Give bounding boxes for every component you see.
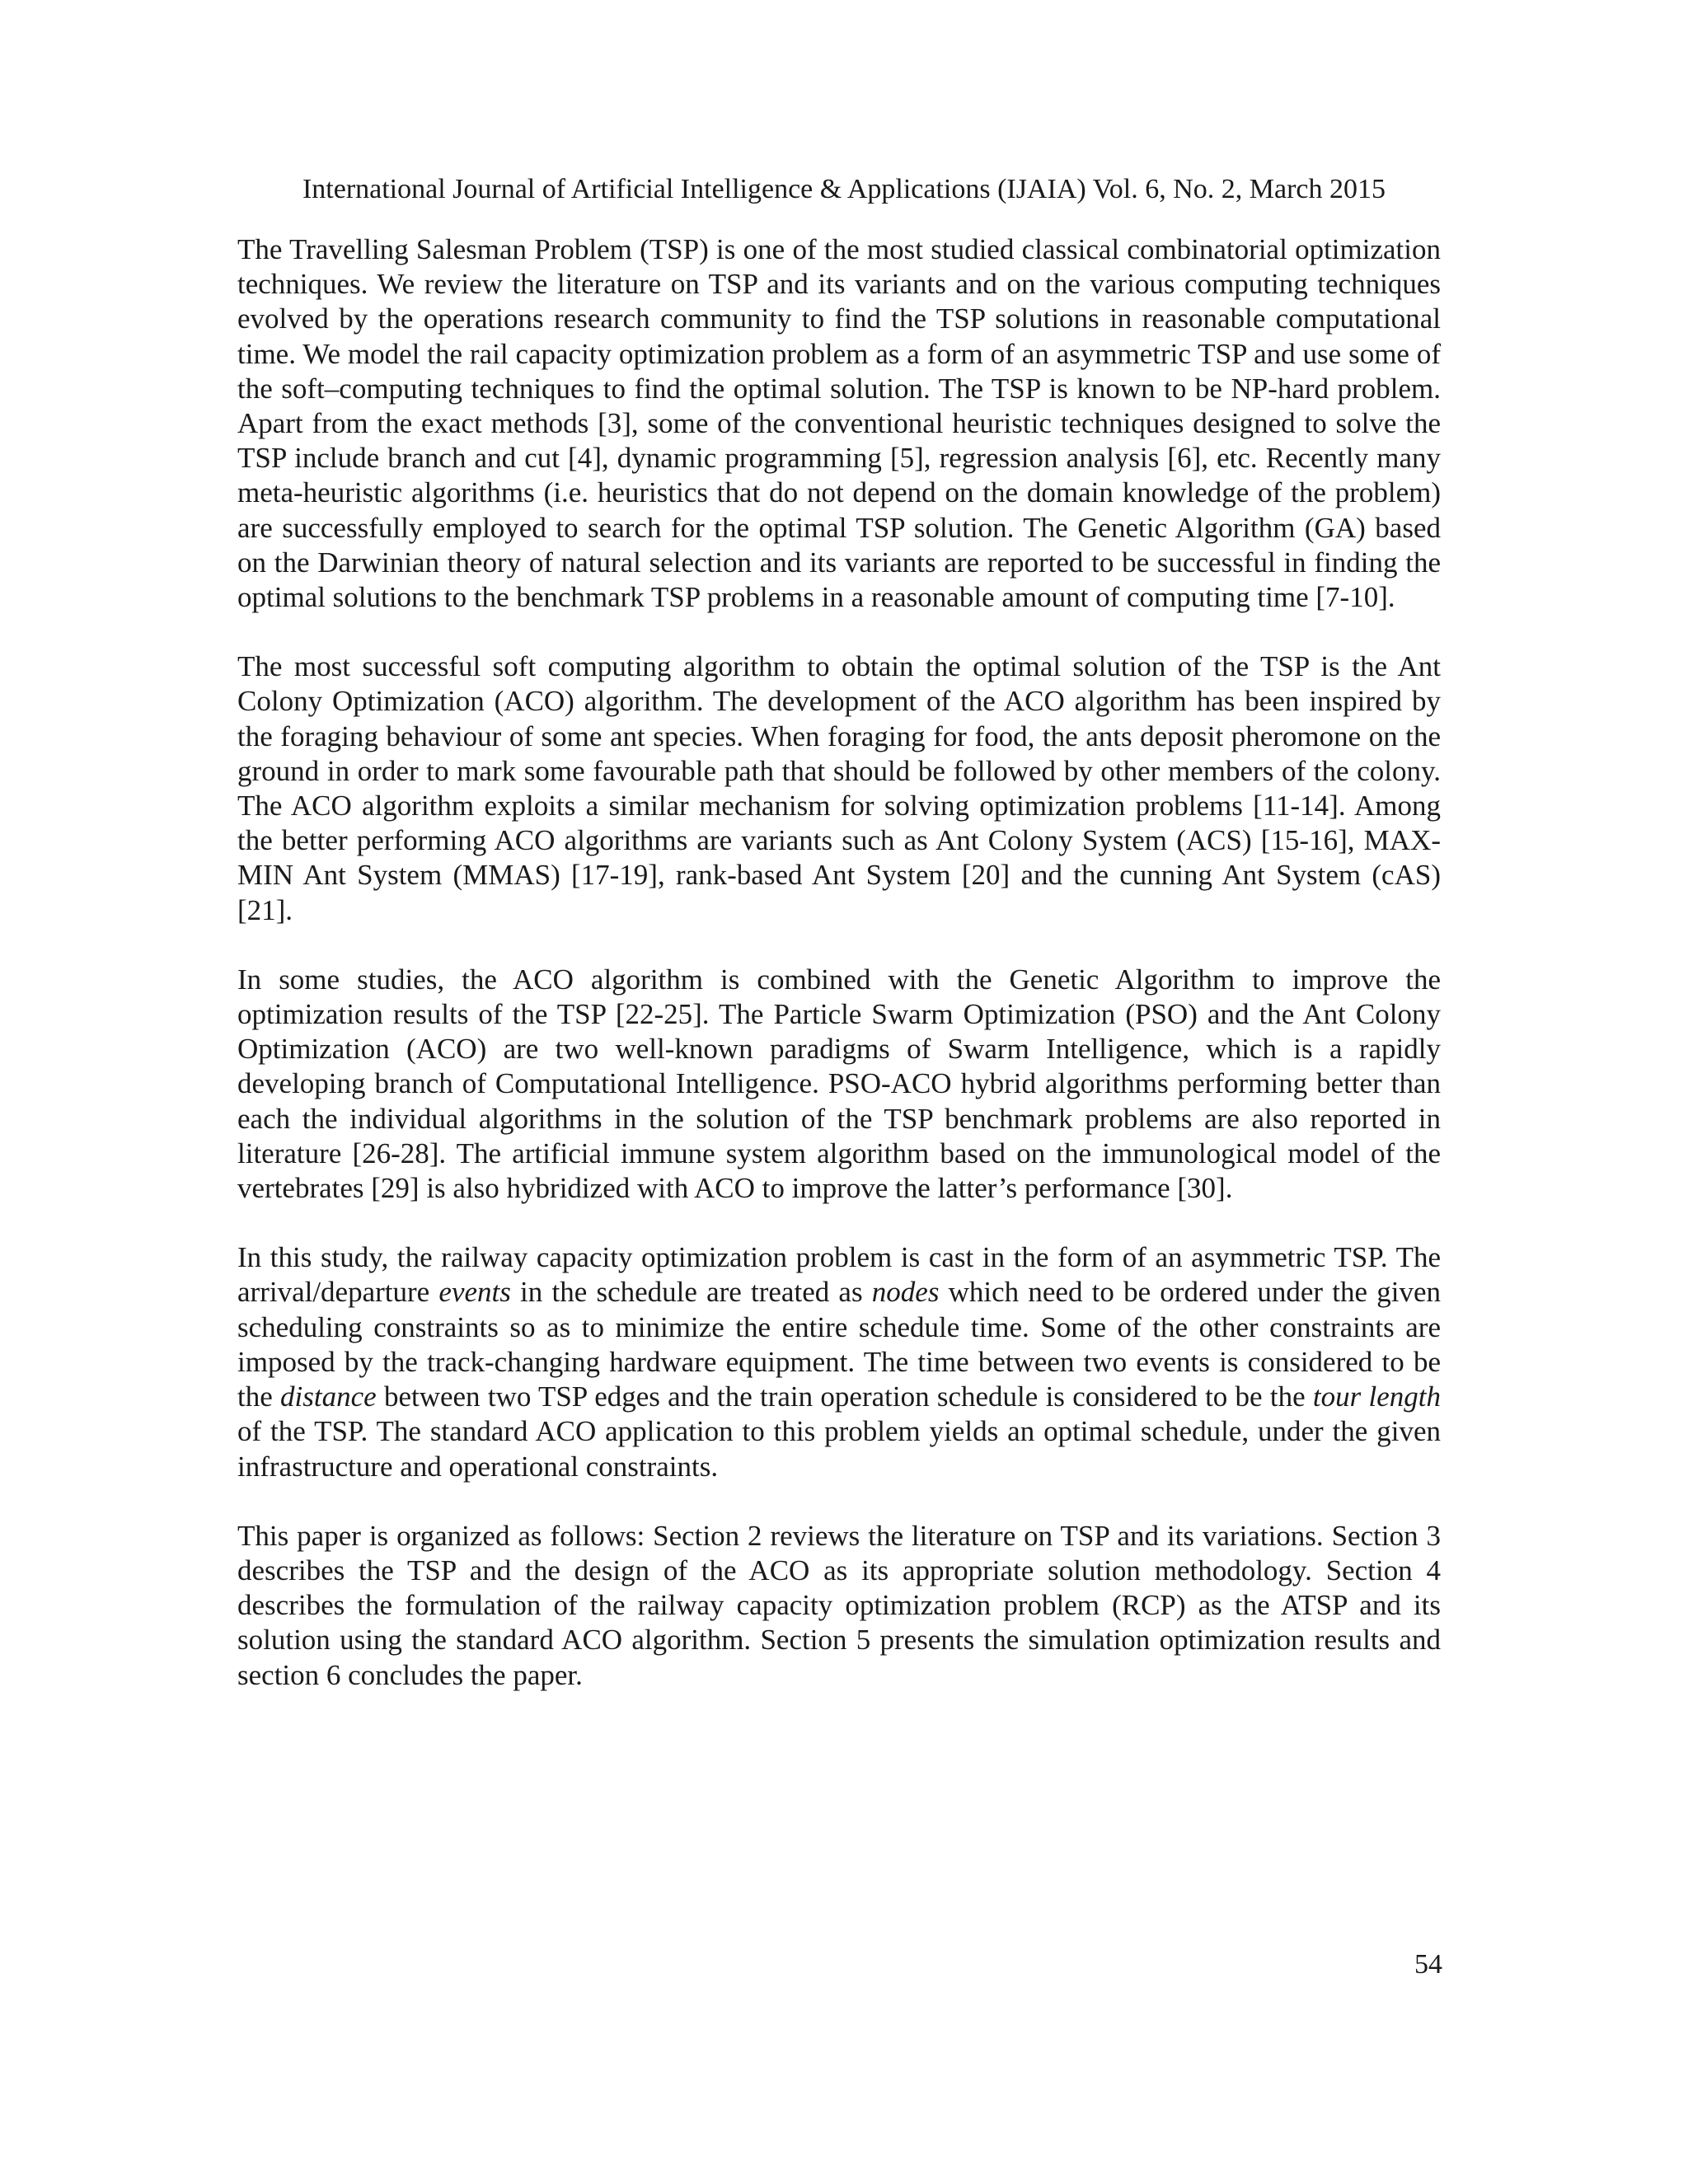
emphasis-tour-length: tour length xyxy=(1312,1380,1441,1413)
paragraph-aco: The most successful soft computing algorithm to obtain the optimal solution of the TSP is the Ant Colony Optimization (ACO) algorithm. The development of the ACO algorithm has been inspired by the foraging behaviour of some ant species. When foraging for food, the ants deposit pheromone on the ground in order to mark some favourable path that should be followed by other members of the colony. The ACO algorithm exploits a similar mechanism for solving optimization problems [11-14]. Among the better performing ACO algorithms are variants such as Ant Colony System (ACS) [15-16], MAX-MIN Ant System (MMAS) [17-19], rank-based Ant System [20] and the cunning Ant System (cAS) [21]. xyxy=(237,650,1441,926)
paragraph-this-study xyxy=(237,1240,1441,1483)
text-segment: in the schedule are treated as xyxy=(510,1276,872,1309)
body-text xyxy=(237,232,1441,1727)
emphasis-distance: distance xyxy=(280,1380,377,1413)
paragraph-hybrid-aco: In some studies, the ACO algorithm is combined with the Genetic Algorithm to improve the optimization results of the TSP [22-25]. The Particle Swarm Optimization (PSO) and the Ant Colony Optimization (ACO) are two well-known paradigms of Swarm Intelligence, which is a rapidly developing branch of Computational Intelligence. PSO-ACO hybrid algorithms performing better than each the individual algorithms in the solution of the TSP benchmark problems are also reported in literature [26-28]. The artificial immune system algorithm based on the immunological model of the vertebrates [29] is also hybridized with ACO to improve the latter’s performance [30]. xyxy=(237,963,1441,1205)
text-segment: which need to be ordered under the given scheduling constraints so as to minimize the entire schedule time. Some of the other constraints are imposed by the track-changing hardware equipment. The time between two events is considered to be the xyxy=(237,1276,1441,1413)
text-segment: of the TSP. The standard ACO application to this problem yields an optimal schedule, under the given infrastructure and operational constraints. xyxy=(237,1415,1441,1483)
running-header: International Journal of Artificial Intelligence & Applications (IJAIA) Vol. 6, No. 2, March 2015 xyxy=(302,174,1386,204)
text-segment: In this study, the railway capacity optimization problem is cast in the form of an asymmetric TSP. The arrival/departure xyxy=(237,1241,1441,1309)
page-number: 54 xyxy=(1414,1949,1442,1980)
text-segment: between two TSP edges and the train operation schedule is considered to be the xyxy=(376,1380,1313,1413)
emphasis-events: events xyxy=(438,1276,511,1309)
emphasis-nodes: nodes xyxy=(871,1276,940,1309)
paragraph-organization: This paper is organized as follows: Section 2 reviews the literature on TSP and its variations. Section 3 describes the TSP and the design of the ACO as its appropriate solution methodology. Section 4 describes the formulation of the railway capacity optimization problem (RCP) as the ATSP and its solution using the standard ACO algorithm. Section 5 presents the simulation optimization results and section 6 concludes the paper. xyxy=(237,1519,1441,1691)
paragraph-tsp-intro: The Travelling Salesman Problem (TSP) is one of the most studied classical combinatorial optimization techniques. We review the literature on TSP and its variants and on the various computing techniques evolved by the operations research community to find the TSP solutions in reasonable computational time. We model the rail capacity optimization problem as a form of an asymmetric TSP and use some of the soft–computing techniques to find the optimal solution. The TSP is known to be NP-hard problem. Apart from the exact methods [3], some of the conventional heuristic techniques designed to solve the TSP include branch and cut [4], dynamic programming [5], regression analysis [6], etc. Recently many meta-heuristic algorithms (i.e. heuristics that do not depend on the domain knowledge of the problem) are successfully employed to search for the optimal TSP solution. The Genetic Algorithm (GA) based on the Darwinian theory of natural selection and its variants are reported to be successful in finding the optimal solutions to the benchmark TSP problems in a reasonable amount of computing time [7-10]. xyxy=(237,233,1441,614)
